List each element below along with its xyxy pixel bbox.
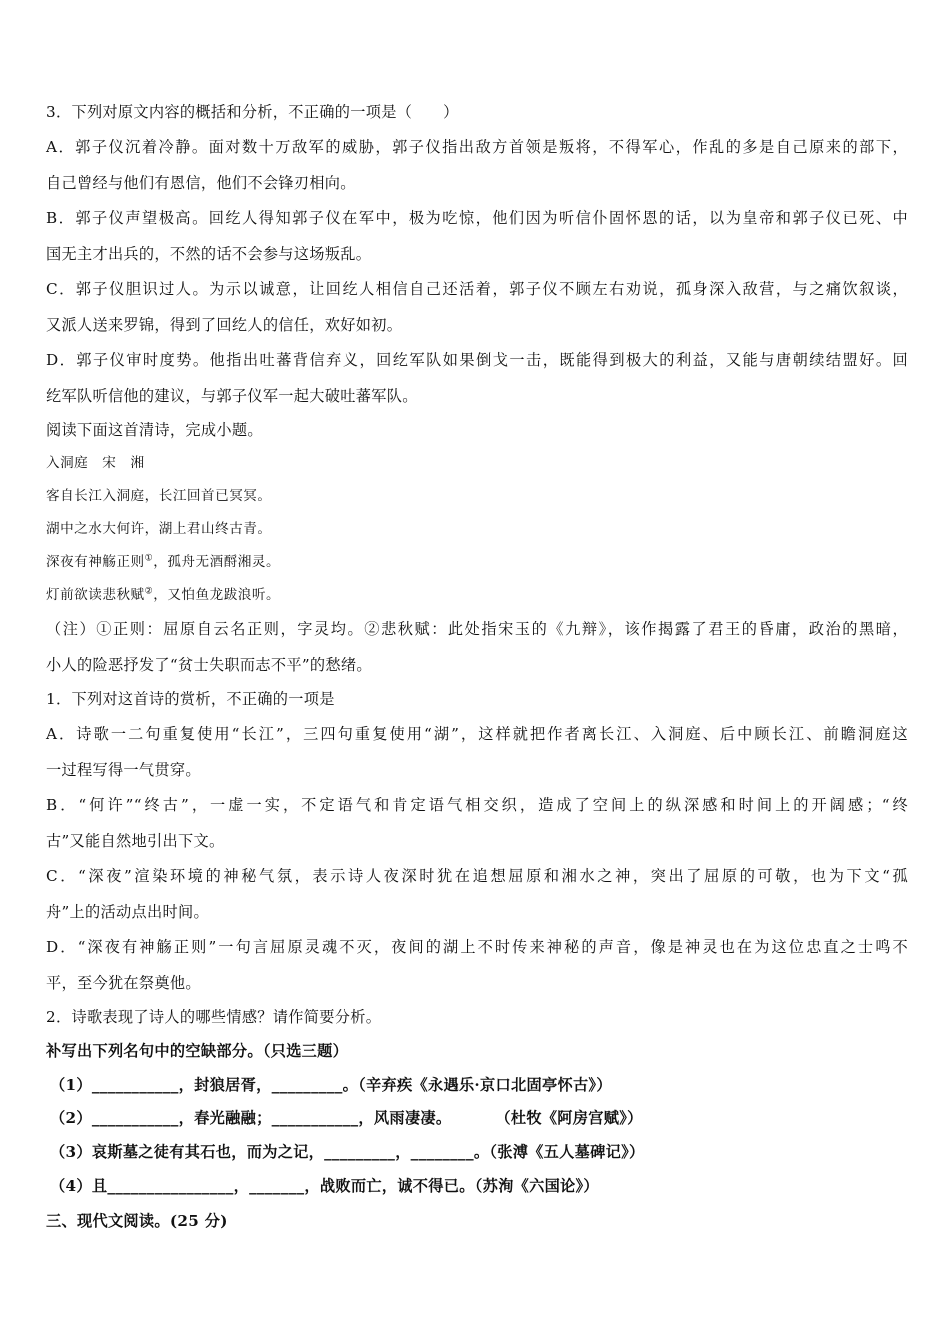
pq1-option-a-line2: 一过程写得一气贯穿。 [46, 761, 201, 779]
poem-line-3-part2: ，孤舟无酒酹湘灵。 [153, 554, 281, 570]
q3-option-a-line1: A．郭子仪沉着冷静。面对数十万敌军的威胁，郭子仪指出敌方首领是叛将，不得军心，作乱的多是自己原来的部下， [46, 138, 908, 156]
fill-item-2-text: （2）___________，春光融融；___________，风雨凄凄。 [50, 1109, 452, 1127]
poem-line-4 [46, 585, 908, 605]
q3-option-d-line2: 纥军队听信他的建议，与郭子仪军一起大破吐蕃军队。 [46, 387, 418, 405]
fill-item-2 [50, 1108, 912, 1128]
poem-line-3 [46, 552, 908, 572]
poem-note-line2: 小人的险恶抒发了“贫士失职而志不平”的愁绪。 [46, 656, 372, 674]
pq1-option-c-line2: 舟”上的活动点出时间。 [46, 903, 209, 921]
poem-line-1: 客自长江入洞庭，长江回首已冥冥。 [46, 488, 272, 504]
poem-line-4-part2: ，又怕鱼龙跋浪听。 [153, 587, 281, 603]
fill-title: 补写出下列名句中的空缺部分。（只选三题） [46, 1042, 349, 1060]
pq1-option-b-line1: B．“何许”“终古”，一虚一实，不定语气和肯定语气相交织，造成了空间上的纵深感和时间上的开阔感；“终 [46, 796, 908, 814]
pq1-option-d-line2: 平，至今犹在祭奠他。 [46, 974, 201, 992]
note-marker-1: ① [144, 553, 154, 564]
q3-option-b-line2: 国无主才出兵的，不然的话不会参与这场叛乱。 [46, 245, 372, 263]
pq2-stem: 2．诗歌表现了诗人的哪些情感？请作简要分析。 [46, 1008, 382, 1026]
q3-option-d-line1: D．郭子仪审时度势。他指出吐蕃背信弃义，回纥军队如果倒戈一击，既能得到极大的利益，又能与唐朝续结盟好。回 [46, 351, 908, 369]
poem-line-3-part1: 深夜有神觞正则 [46, 554, 145, 570]
pq1-stem: 1．下列对这首诗的赏析，不正确的一项是 [46, 690, 335, 708]
pq1-option-c-line1: C．“深夜”渲染环境的神秘气氛，表示诗人夜深时犹在追想屈原和湘水之神，突出了屈原的可敬，也为下文“孤 [46, 867, 908, 885]
pq1-option-a-line1: A．诗歌一二句重复使用“长江”，三四句重复使用“湖”，这样就把作者离长江、入洞庭、后中顾长江、前瞻洞庭这 [46, 725, 908, 743]
pq1-option-b-line2: 古”又能自然地引出下文。 [46, 832, 225, 850]
poem-title: 入洞庭 [46, 455, 89, 471]
poem-author: 宋 湘 [102, 455, 145, 471]
fill-item-3: （3）哀斯墓之徒有其石也，而为之记，_________，________。（张溥《五人墓碑记》） [50, 1143, 645, 1161]
q3-option-c-line2: 又派人送来罗锦，得到了回纥人的信任，欢好如初。 [46, 316, 403, 334]
section-heading: 三、现代文阅读。(25 分) [46, 1212, 228, 1230]
fill-item-4: （4）且________________，_______，战败而亡，诚不得已。（苏洵《六国论》） [50, 1177, 599, 1195]
q3-option-a-line2: 自己曾经与他们有恩信，他们不会锋刃相向。 [46, 174, 356, 192]
note-marker-2: ② [144, 586, 154, 597]
poem-note-line1: （注）①正则：屈原自云名正则，字灵均。②悲秋赋：此处指宋玉的《九辩》，该作揭露了君王的昏庸，政治的黑暗， [46, 620, 908, 638]
poem-heading [46, 453, 908, 473]
q3-option-b-line1: B．郭子仪声望极高。回纥人得知郭子仪在军中，极为吃惊，他们因为听信仆固怀恩的话，以为皇帝和郭子仪已死、中 [46, 209, 908, 227]
poem-line-4-part1: 灯前欲读悲秋赋 [46, 587, 145, 603]
pq1-option-d-line1: D．“深夜有神觞正则”一句言屈原灵魂不灭，夜间的湖上不时传来神秘的声音，像是神灵也在为这位忠直之士鸣不 [46, 938, 908, 956]
fill-item-1: （1）___________，封狼居胥，_________。（辛弃疾《永遇乐·京口北固亭怀古》） [50, 1076, 612, 1094]
fill-item-2-source: （杜牧《阿房宫赋》） [495, 1109, 643, 1127]
poem-intro: 阅读下面这首清诗，完成小题。 [46, 421, 263, 439]
q3-option-c-line1: C．郭子仪胆识过人。为示以诚意，让回纥人相信自己还活着，郭子仪不顾左右劝说，孤身深入敌营，与之痛饮叙谈， [46, 280, 908, 298]
poem-line-2: 湖中之水大何许，湖上君山终古青。 [46, 521, 272, 537]
q3-stem: 3．下列对原文内容的概括和分析，不正确的一项是（ ） [46, 103, 459, 121]
